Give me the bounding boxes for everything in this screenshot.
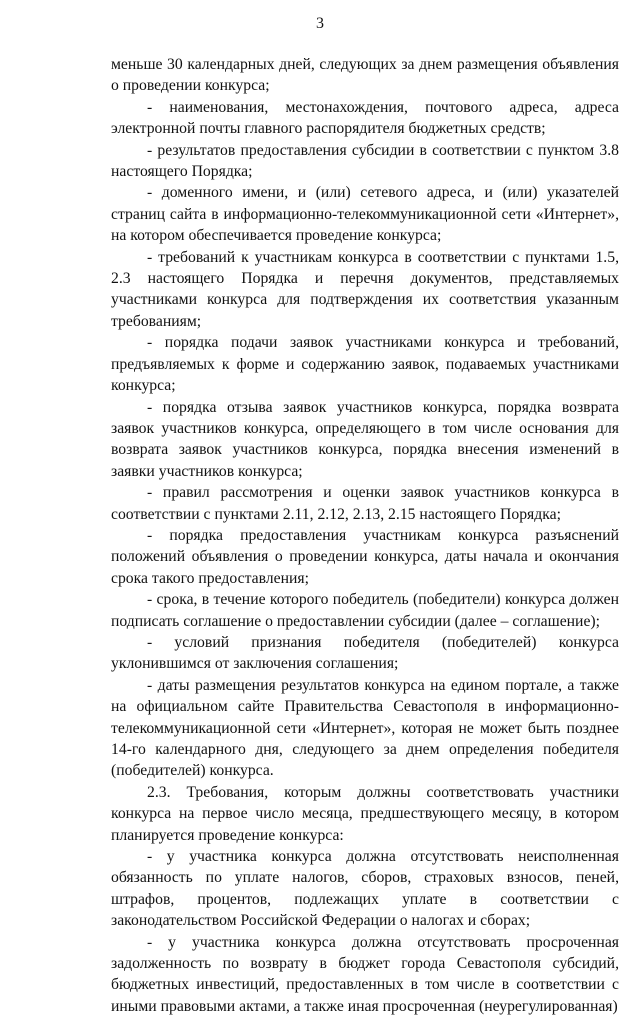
list-item-tax-obligations: - у участника конкурса должна отсутствовать неисполненная обязанность по уплате налогов, сборов, страховых взносов, пеней, штрафов, процентов, подлежащих уплате в соответствии с законодательством Российской Федерации о налогах и сборах; bbox=[111, 848, 619, 930]
list-item-participant-requirements: - требований к участникам конкурса в соответствии с пунктами 1.5, 2.3 настоящего Порядка и перечня документов, представляемых участниками конкурса для подтверждения их соответствия указанным требованиям; bbox=[111, 248, 619, 330]
list-item-evasion-conditions: - условий признания победителя (победителей) конкурса уклонившимся от заключения соглашения; bbox=[111, 633, 619, 673]
list-item-organizer-details: - наименования, местонахождения, почтового адреса, адреса электронной почты главного распорядителя бюджетных средств; bbox=[111, 98, 619, 138]
list-item-results-publication: - даты размещения результатов конкурса на едином портале, а также на официальном сайте Правительства Севастополя в информационно-телекоммуникационной сети «Интернет», которая не может быть позднее 14-го календарного дня, следующего за днем определения победителя (победителей) конкурса. bbox=[111, 676, 619, 780]
document-body bbox=[111, 54, 619, 1017]
list-item-clarifications: - порядка предоставления участникам конкурса разъяснений положений объявления о проведении конкурса, даты начала и окончания срока такого предоставления; bbox=[111, 526, 619, 587]
page-number: 3 bbox=[316, 15, 324, 32]
list-item-application-submission: - порядка подачи заявок участниками конкурса и требований, предъявляемых к форме и содержанию заявок, подаваемых участниками конкурса; bbox=[111, 334, 619, 395]
list-item-application-withdrawal: - порядка отзыва заявок участников конкурса, порядка возврата заявок участников конкурса, определяющего в том числе основания для возврата заявок участников конкурса, порядка внесения изменений в заявки участников конкурса; bbox=[111, 398, 619, 480]
list-item-evaluation-rules: - правил рассмотрения и оценки заявок участников конкурса в соответствии с пунктами 2.11, 2.12, 2.13, 2.15 настоящего Порядка; bbox=[111, 484, 619, 523]
list-item-subsidy-results: - результатов предоставления субсидии в соответствии с пунктом 3.8 настоящего Порядка; bbox=[111, 141, 619, 181]
list-item-agreement-deadline: - срока, в течение которого победитель (победители) конкурса должен подписать соглашение о предоставлении субсидии (далее – соглашение); bbox=[111, 591, 619, 630]
section-2-3-heading: 2.3. Требования, которым должны соответствовать участники конкурса на первое число месяца, предшествующего месяцу, в котором планируется проведение конкурса: bbox=[111, 783, 619, 844]
list-item-overdue-debt: - у участника конкурса должна отсутствовать просроченная задолженность по возврату в бюджет города Севастополя субсидий, бюджетных инвестиций, предоставленных в том числе в соответствии с иными правовыми актами, а также иная просроченная (неурегулированная) bbox=[111, 933, 619, 1015]
paragraph-continuation: меньше 30 календарных дней, следующих за днем размещения объявления о проведении конкурса; bbox=[111, 56, 619, 95]
list-item-domain-name: - доменного имени, и (или) сетевого адреса, и (или) указателей страниц сайта в информационно-телекоммуникационной сети «Интернет», на котором обеспечивается проведение конкурса; bbox=[111, 184, 619, 245]
